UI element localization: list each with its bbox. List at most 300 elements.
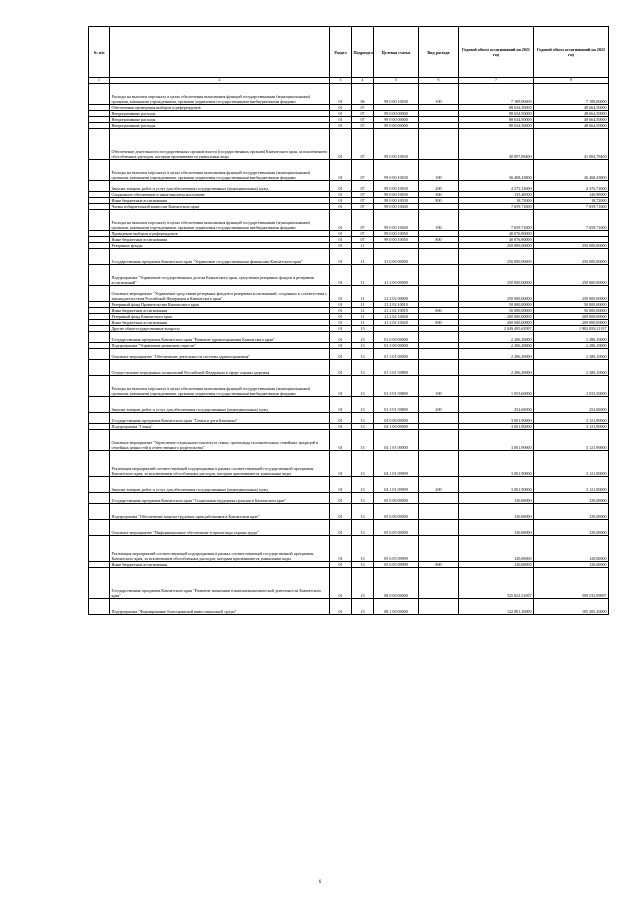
table-row [89,477,609,493]
cell-subsection: 07 [352,237,374,243]
cell-amount-2022: 50 000,00000 [534,308,609,314]
cell-amount-2021: 50 000,00000 [459,308,534,314]
cell-number [89,210,110,231]
cell-amount-2022: 509 533,99697 [534,568,609,599]
cell-expense-type [419,413,459,424]
cell-target-article: 99 0 00 10030 [374,84,419,105]
cell-target-article: 01 3 01 59800 [374,376,419,397]
cell-amount-2022: 120,00000 [534,493,609,504]
cell-amount-2022: 3 121,90000 [534,413,609,424]
cell-item-name: Государственная программа Камчатского края "Семья и дети Камчатки" [110,413,330,424]
cell-number [89,376,110,397]
cell-target-article: 99 0 00 10050 [374,231,419,237]
cell-target-article: 99 0 00 10030 [374,192,419,198]
cell-subsection: 13 [352,413,374,424]
cell-target-article: 21 2 02 10010 [374,308,419,314]
cell-expense-type [419,430,459,451]
budget-allocation-table [88,26,609,615]
cell-subsection: 13 [352,349,374,360]
cell-number [89,504,110,520]
cell-number [89,451,110,477]
cell-amount-2022: 120,00000 [534,520,609,536]
cell-number [89,599,110,615]
table-row [89,504,609,520]
cell-number [89,265,110,286]
cell-subsection: 13 [352,332,374,343]
cell-number [89,160,110,181]
cell-expense-type: 800 [419,198,459,204]
cell-amount-2021: 3 001,90000 [459,477,534,493]
cell-item-name: Государственная программа Камчатского края "Развитие экономики и внешнеэкономической деятельности Камчатского края" [110,568,330,599]
header-section: Раздел [330,27,352,78]
cell-expense-type [419,451,459,477]
cell-amount-2021: 250 000,00000 [459,286,534,302]
cell-subsection: 13 [352,430,374,451]
cell-target-article: 99 0 00 00000 [374,111,419,117]
cell-amount-2021: 40 076,90000 [459,231,534,237]
cell-item-name: Реализация мероприятий соответствующей подпрограммы в рамках соответствующей государственной программы Камчатского края, за исключением обособленных расходов, которым присваиваются уникальные коды [110,451,330,477]
cell-section: 01 [330,308,352,314]
cell-item-name: Подпрограмма "Управление государственным долгом Камчатского края, средствами резервных фондов и резервами ассигнований" [110,265,330,286]
cell-number [89,520,110,536]
cell-amount-2022: 3 121,90000 [534,451,609,477]
table-row [89,129,609,160]
table-row [89,451,609,477]
cell-subsection: 06 [352,84,374,105]
cell-item-name: Основное мероприятие "Управление средствами резервных фондов и резервами ассигнований, созданных в соответствии с законодательством Российской Федерации и Камчатского края" [110,286,330,302]
cell-section: 01 [330,286,352,302]
cell-item-name: Государственная программа Камчатского края "Социальная поддержка граждан в Камчатском крае" [110,493,330,504]
cell-subsection: 13 [352,493,374,504]
cell-subsection: 13 [352,477,374,493]
cell-target-article: 99 0 00 00000 [374,123,419,129]
cell-section: 01 [330,117,352,123]
cell-amount-2022: 250 000,00000 [534,243,609,249]
cell-amount-2021: 88 634,50000 [459,111,534,117]
cell-target-article: 05 6 05 09999 [374,562,419,568]
cell-item-name: Иные бюджетные ассигнования [110,320,330,326]
cell-amount-2022: 2 033,50000 [534,376,609,397]
cell-amount-2021: 7 659,71600 [459,204,534,210]
cell-subsection: 13 [352,424,374,430]
cell-item-name: Закупка товаров, работ и услуг для обеспечения государственных (муниципальных) нужд [110,397,330,413]
cell-target-article: 99 0 00 10030 [374,129,419,160]
cell-number [89,332,110,343]
cell-amount-2022: 200 000,00000 [534,314,609,320]
cell-amount-2021: 2 206,20000 [459,343,534,349]
cell-amount-2022: 48 664,50000 [534,117,609,123]
cell-amount-2021: 200 000,00000 [459,314,534,320]
cell-amount-2022: 48 664,50000 [534,111,609,117]
cell-target-article: 04 1 01 09999 [374,477,419,493]
cell-target-article: 99 0 00 10040 [374,204,419,210]
cell-expense-type [419,493,459,504]
cell-target-article: 21 0 00 00000 [374,249,419,265]
cell-section: 01 [330,192,352,198]
cell-section: 01 [330,243,352,249]
table-row [89,360,609,376]
cell-target-article: 99 0 00 10040 [374,210,419,231]
cell-subsection: 07 [352,181,374,192]
cell-item-name: Государственная программа Камчатского края "Развитие здравоохранения Камчатского края" [110,332,330,343]
cell-target-article: 04 1 00 00000 [374,424,419,430]
cell-item-name: Основное мероприятие "Укрепление социального института семьи, пропаганда положительных семейных традиций и семейных ценностей и ответственного родительства" [110,430,330,451]
cell-item-name: Непрограммные расходы [110,111,330,117]
header-target-article: Целевая статья [374,27,419,78]
cell-subsection: 07 [352,105,374,111]
cell-amount-2021: 120,00000 [459,504,534,520]
cell-section: 01 [330,376,352,397]
cell-amount-2021: 36 468,43800 [459,160,534,181]
table-row [89,430,609,451]
cell-amount-2022: 48 664,50000 [534,123,609,129]
cell-item-name: Государственная программа Камчатского края "Управление государственными финансами Камчатского края" [110,249,330,265]
cell-amount-2021: 2 206,20000 [459,360,534,376]
cell-number [89,349,110,360]
cell-expense-type [419,332,459,343]
cell-target-article: 01 0 00 00000 [374,332,419,343]
cell-amount-2021: 200 000,00000 [459,320,534,326]
column-number: 2 [110,78,330,84]
cell-item-name: Реализация мероприятий соответствующей подпрограммы в рамках соответствующей государственной программы Камчатского края, за исключением обособленных расходов, которым присваиваются уникальные коды [110,536,330,562]
table-row [89,520,609,536]
cell-number [89,84,110,105]
cell-item-name: Члены избирательной комиссии Камчатского края [110,204,330,210]
cell-subsection: 07 [352,231,374,237]
table-header-row [89,27,609,78]
cell-amount-2022: 200 000,00000 [534,320,609,326]
table-row [89,376,609,397]
table-row [89,568,609,599]
cell-subsection: 13 [352,568,374,599]
cell-amount-2022: 7 659,71600 [534,210,609,231]
cell-item-name: Непрограммные расходы [110,123,330,129]
cell-number [89,286,110,302]
cell-amount-2022: 48 664,50000 [534,105,609,111]
cell-section: 01 [330,249,352,265]
cell-item-name: Подпрограмма "Обеспечение защиты трудовых прав работников в Камчатском крае" [110,504,330,520]
cell-expense-type: 800 [419,320,459,326]
cell-item-name: Резервный фонд Камчатского края [110,314,330,320]
cell-amount-2021: 3 001,90000 [459,451,534,477]
page-number: 6 [318,880,322,885]
cell-section: 01 [330,360,352,376]
cell-subsection: 13 [352,360,374,376]
cell-expense-type: 100 [419,376,459,397]
cell-target-article: 05 6 00 00000 [374,504,419,520]
cell-subsection: 11 [352,265,374,286]
cell-section: 01 [330,568,352,599]
cell-expense-type: 200 [419,477,459,493]
cell-item-name: Обеспечение проведения выборов и референдумов [110,105,330,111]
table-row [89,249,609,265]
table-body [89,84,609,615]
cell-number [89,249,110,265]
cell-amount-2022: 140,90000 [534,192,609,198]
cell-subsection: 11 [352,286,374,302]
cell-section: 01 [330,413,352,424]
cell-item-name: Расходы на выплаты персоналу в целях обеспечения выполнения функций государственными (муниципальными) органами, казенными учреждениями, органами управления государственными внебюджетными фондами [110,84,330,105]
cell-expense-type [419,129,459,160]
cell-subsection: 11 [352,314,374,320]
cell-expense-type: 200 [419,397,459,413]
cell-amount-2021: 3 001,90000 [459,424,534,430]
cell-amount-2021: 135,40000 [459,192,534,198]
cell-amount-2022: 50 000,00000 [534,302,609,308]
cell-section: 01 [330,314,352,320]
cell-amount-2021: 88 634,50000 [459,123,534,129]
cell-item-name: Социальное обеспечение и иные выплаты населению [110,192,330,198]
cell-expense-type: 800 [419,237,459,243]
header-allocation-2021: Годовой объем ассигнований на 2021 год [459,27,534,78]
cell-amount-2021: 50 000,00000 [459,302,534,308]
cell-section: 01 [330,84,352,105]
cell-expense-type [419,349,459,360]
table-row [89,265,609,286]
cell-item-name: Расходы на выплаты персоналу в целях обеспечения выполнения функций государственными (муниципальными) органами, казенными учреждениями, органами управления государственными внебюджетными фондами [110,210,330,231]
cell-amount-2022: 2 286,10000 [534,332,609,343]
cell-number [89,430,110,451]
cell-expense-type: 800 [419,308,459,314]
cell-section: 01 [330,424,352,430]
cell-subsection: 13 [352,536,374,562]
cell-target-article: 01 3 01 00000 [374,349,419,360]
cell-item-name: Обеспечение деятельности государственных органов власти (государственных органов) Камчатского края, за исключением обособленных расходов, которым присваиваются уникальные коды [110,129,330,160]
cell-section: 01 [330,477,352,493]
cell-number [89,413,110,424]
cell-item-name: Другие общегосударственные вопросы [110,326,330,332]
cell-amount-2022: 18,72000 [534,198,609,204]
cell-section: 01 [330,451,352,477]
cell-expense-type [419,360,459,376]
cell-amount-2021: 250 000,00000 [459,265,534,286]
cell-section: 01 [330,231,352,237]
header-subsection: Подраздел [352,27,374,78]
cell-section: 01 [330,562,352,568]
cell-amount-2021: 3 001,90000 [459,413,534,424]
cell-target-article: 08 1 00 00000 [374,599,419,615]
cell-item-name: Закупка товаров, работ и услуг для обеспечения государственных (муниципальных) нужд [110,477,330,493]
cell-amount-2021: 2 206,20000 [459,349,534,360]
cell-number [89,360,110,376]
cell-target-article: 05 6 05 00000 [374,520,419,536]
cell-item-name: Подпрограмма "Семья" [110,424,330,430]
cell-target-article: 21 2 02 10020 [374,314,419,320]
cell-amount-2021: 250 000,00000 [459,243,534,249]
cell-subsection: 13 [352,451,374,477]
cell-expense-type [419,286,459,302]
cell-expense-type: 800 [419,562,459,568]
cell-expense-type [419,249,459,265]
cell-number [89,536,110,562]
cell-amount-2021: 18,72000 [459,198,534,204]
cell-subsection: 07 [352,111,374,117]
cell-section: 01 [330,343,352,349]
cell-amount-2022: 120,00000 [534,504,609,520]
cell-number [89,477,110,493]
cell-amount-2022: 3 121,90000 [534,424,609,430]
cell-amount-2022: 41 004,78400 [534,129,609,160]
cell-target-article: 99 0 00 10030 [374,181,419,192]
cell-number [89,493,110,504]
cell-target-article: 01 3 01 59800 [374,397,419,413]
cell-target-article: 04 1 01 00000 [374,430,419,451]
cell-subsection: 13 [352,599,374,615]
cell-subsection: 07 [352,192,374,198]
cell-amount-2021: 2 049 495,63997 [459,326,534,332]
cell-amount-2021: 1 953,60000 [459,376,534,397]
cell-item-name: Проведение выборов и референдумов [110,231,330,237]
cell-expense-type: 100 [419,84,459,105]
cell-subsection: 11 [352,320,374,326]
cell-subsection: 07 [352,198,374,204]
column-number: 3 [330,78,352,84]
cell-amount-2021: 88 634,50000 [459,105,534,111]
table-row [89,160,609,181]
cell-number [89,397,110,413]
cell-item-name: Резервные фонды [110,243,330,249]
cell-amount-2022: 120,00000 [534,562,609,568]
cell-section: 01 [330,320,352,326]
cell-target-article: 21 2 02 10020 [374,320,419,326]
cell-target-article: 99 0 00 10030 [374,198,419,204]
cell-section: 01 [330,493,352,504]
header-expense-type: Вид расхода [419,27,459,78]
cell-amount-2022: 250 000,00000 [534,265,609,286]
cell-section: 01 [330,210,352,231]
cell-section: 01 [330,265,352,286]
cell-section: 01 [330,349,352,360]
cell-amount-2021: 120,00000 [459,520,534,536]
cell-subsection: 07 [352,117,374,123]
cell-amount-2022: 36 468,43800 [534,160,609,181]
cell-target-article: 04 0 00 00000 [374,413,419,424]
table-row [89,536,609,562]
cell-subsection: 07 [352,204,374,210]
cell-expense-type [419,536,459,562]
cell-item-name: Иные бюджетные ассигнования [110,237,330,243]
cell-item-name: Резервный фонд Правительства Камчатского края [110,302,330,308]
table-row [89,413,609,424]
cell-expense-type [419,568,459,599]
cell-amount-2021: 7 659,71600 [459,210,534,231]
cell-amount-2022: 7 659,71600 [534,204,609,210]
cell-section: 01 [330,520,352,536]
cell-section: 01 [330,430,352,451]
header-name [110,27,330,78]
cell-amount-2022: 1 982 858,21197 [534,326,609,332]
cell-amount-2022: 3 121,90000 [534,430,609,451]
cell-expense-type: 300 [419,192,459,198]
cell-section: 01 [330,123,352,129]
cell-amount-2022: 120,00000 [534,536,609,562]
cell-item-name: Непрограммные расходы [110,117,330,123]
cell-amount-2022: 2 286,10000 [534,343,609,349]
cell-subsection: 07 [352,160,374,181]
cell-subsection: 13 [352,326,374,332]
cell-target-article: 01 3 00 00000 [374,343,419,349]
table-row [89,181,609,192]
cell-target-article: 21 2 02 00000 [374,286,419,302]
table-row [89,349,609,360]
cell-subsection: 13 [352,376,374,397]
cell-subsection: 13 [352,520,374,536]
cell-subsection: 13 [352,343,374,349]
cell-target-article: 01 3 01 59800 [374,360,419,376]
cell-section: 01 [330,599,352,615]
cell-target-article: 99 0 00 00000 [374,117,419,123]
cell-section: 01 [330,326,352,332]
cell-section: 01 [330,237,352,243]
table-row [89,397,609,413]
cell-item-name: Закупка товаров, работ и услуг для обеспечения государственных (муниципальных) нужд [110,181,330,192]
column-number: 1 [89,78,110,84]
cell-subsection: 13 [352,397,374,413]
header-allocation-2022: Годовой объем ассигнований на 2022 год [534,27,609,78]
cell-amount-2021: 120,00000 [459,536,534,562]
cell-amount-2022: 250 000,00000 [534,249,609,265]
cell-amount-2022: 3 121,90000 [534,477,609,493]
cell-subsection: 13 [352,504,374,520]
cell-expense-type: 100 [419,160,459,181]
cell-subsection: 07 [352,129,374,160]
cell-amount-2022: 250 000,00000 [534,286,609,302]
cell-subsection: 11 [352,302,374,308]
cell-section: 01 [330,181,352,192]
cell-target-article: 21 2 02 10010 [374,302,419,308]
cell-item-name: Подпрограмма "Управление развитием отрасли" [110,343,330,349]
cell-expense-type [419,520,459,536]
table-row [89,599,609,615]
cell-amount-2022: 252,60000 [534,397,609,413]
cell-section: 01 [330,160,352,181]
cell-amount-2022: 105 285,20000 [534,599,609,615]
cell-subsection: 11 [352,243,374,249]
cell-amount-2021: 4 275,32600 [459,181,534,192]
cell-target-article: 05 0 00 00000 [374,493,419,504]
table-row [89,286,609,302]
cell-number [89,568,110,599]
cell-section: 01 [330,504,352,520]
cell-item-name: Расходы на выплаты персоналу в целях обеспечения выполнения функций государственными (муниципальными) органами, казенными учреждениями, органами управления государственными внебюджетными фондами [110,160,330,181]
cell-amount-2021: 7 189,00000 [459,84,534,105]
cell-amount-2022: 2 286,10000 [534,360,609,376]
table-row [89,493,609,504]
cell-item-name: Осуществление переданных полномочий Российской Федерации в сфере охраны здоровья [110,360,330,376]
cell-target-article: 21 2 00 00000 [374,265,419,286]
cell-section: 01 [330,105,352,111]
cell-subsection: 11 [352,308,374,314]
cell-target-article: 05 6 05 09999 [374,536,419,562]
cell-section: 01 [330,204,352,210]
cell-target-article: 04 1 01 09999 [374,451,419,477]
cell-expense-type [419,504,459,520]
cell-amount-2021: 40 897,88400 [459,129,534,160]
cell-amount-2021: 122 881,30000 [459,599,534,615]
budget-table-page [88,26,608,615]
cell-item-name: Расходы на выплаты персоналу в целях обеспечения выполнения функций государственными (муниципальными) органами, казенными учреждениями, органами управления государственными внебюджетными фондами [110,376,330,397]
cell-section: 01 [330,536,352,562]
cell-number [89,129,110,160]
column-number: 5 [374,78,419,84]
cell-amount-2021: 3 001,90000 [459,430,534,451]
cell-item-name: Иные бюджетные ассигнования [110,308,330,314]
cell-amount-2021: 120,00000 [459,493,534,504]
cell-target-article: 99 0 00 10050 [374,237,419,243]
cell-expense-type [419,599,459,615]
table-row [89,84,609,105]
cell-amount-2021: 2 206,20000 [459,332,534,343]
